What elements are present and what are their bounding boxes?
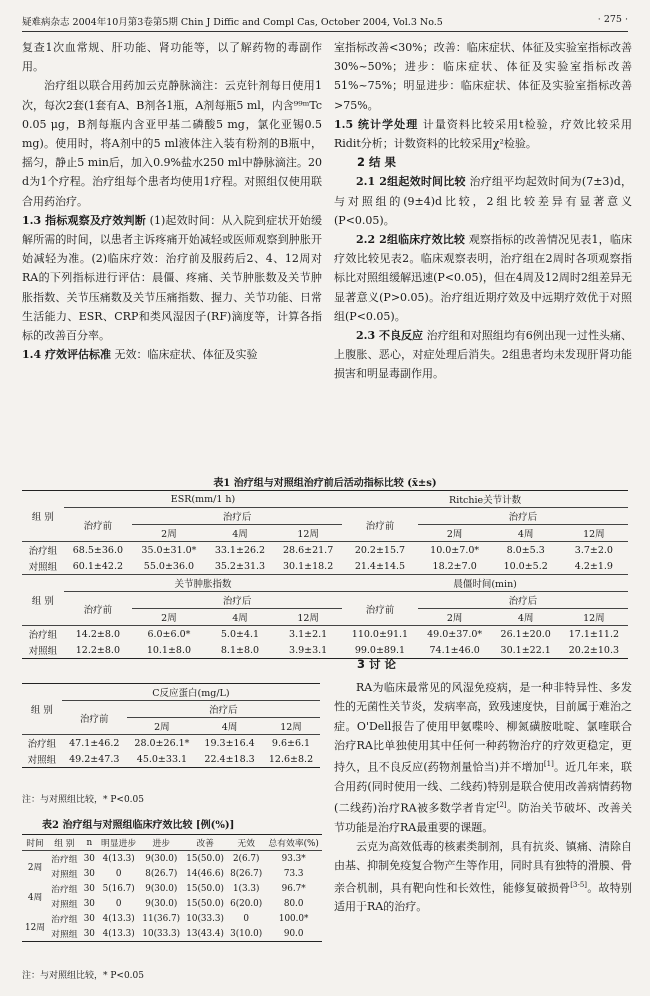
table-cell: 10.0±7.0* xyxy=(430,544,480,556)
table1-note: 注：与对照组比较，* P<0.05 xyxy=(22,795,144,805)
column-header: 改善 xyxy=(196,839,214,849)
group-cell: 治疗组 xyxy=(51,885,78,895)
citation-ref: [1] xyxy=(543,760,554,769)
table-cell: 3.1±2.1 xyxy=(289,628,328,640)
table-row xyxy=(22,866,322,881)
week-header: 2周 xyxy=(161,529,177,540)
paragraph: 治疗组以联合用药加云克静脉滴注：云克针剂每日使用1次，每次2套(1套有A、B剂各1瓶，A剂每瓶5 ml，内含⁹⁹ᵐTc 0.05 μg，B剂每瓶内含亚甲基二磷酸5 mg，氯化亚锡0.5 mg)。使用时，将A剂中的5 ml液体注入装有粉剂的B瓶中，摇匀，静止5 min后，加入0.9%盐水250 ml中静脉滴注。20 d为1个疗程。治疗组每个患者均使用1疗程。对照组仅使用联合用药治疗。 xyxy=(22,79,322,208)
table-cell: 12.2±8.0 xyxy=(75,644,120,656)
section-text: (1)起效时间：从入院到症状开始缓解所需的时间，以患者主诉疼痛开始减轻或医师观察到肿胀开始减轻为准。(2)临床疗效：治疗前及服药后2、4、12周对RA的下列指标进行评估：晨僵、疼痛、关节肿胀数及关节肿胀指数、关节压痛数及关节压痛指数、握力、关节功能、日常生活能力、ESR、CRP和类风湿因子(RF)滴度等，计算各指标的改善百分率。 xyxy=(22,213,323,343)
group-header: 组 别 xyxy=(31,512,54,523)
crp-header: C反应蛋白(mg/L) xyxy=(62,684,320,701)
table-cell: 15(50.0) xyxy=(186,883,224,894)
table-row xyxy=(22,911,322,926)
week-header: 4周 xyxy=(517,529,534,540)
table-cell: 0 xyxy=(115,898,122,909)
column-header: 时间 xyxy=(26,839,44,849)
group-cell: 治疗组 xyxy=(51,915,78,925)
before-header: 治疗前 xyxy=(365,520,395,532)
table-cell: 8.0±5.3 xyxy=(506,544,545,556)
table-cell: 6.0±6.0* xyxy=(147,628,191,640)
table-header-row xyxy=(22,835,322,851)
before-header: 治疗前 xyxy=(365,604,395,616)
swelling-header: 关节肿胀指数 xyxy=(64,575,342,592)
table-cell: 35.0±31.0* xyxy=(141,544,197,556)
table-header-row xyxy=(22,684,320,701)
section-1-3 xyxy=(22,211,322,345)
after-header: 治疗后 xyxy=(418,592,628,609)
table-cell: 12.6±8.2 xyxy=(268,753,314,765)
table-cell: 0 xyxy=(115,868,122,879)
week-header: 4周 xyxy=(517,613,534,624)
section-heading: 1.3 指标观察及疗效判断 xyxy=(22,213,146,227)
section-heading: 2.1 2组起效时间比较 xyxy=(356,175,466,189)
time-cell: 12周 xyxy=(25,922,46,933)
table-cell: 30 xyxy=(83,883,95,894)
table-cell: 20.2±10.3 xyxy=(568,644,620,656)
table-cell: 68.5±36.0 xyxy=(72,544,124,556)
paragraph: 室指标改善<30%；改善：临床症状、体征及实验室指标改善30%~50%；进步：临床症状、体征及实验室指标改善51%~75%；明显进步：临床症状、体征及实验室指标改善>75%。 xyxy=(334,41,632,112)
table-cell: 13(43.4) xyxy=(186,928,224,939)
section-heading: 2.2 2组临床疗效比较 xyxy=(356,233,466,247)
table-cell: 8(26.7) xyxy=(145,868,178,879)
esr-header: ESR(mm/1 h) xyxy=(64,491,342,508)
table-cell: 2(6.7) xyxy=(232,853,260,864)
table-cell: 10(33.3) xyxy=(186,913,224,924)
paragraph: 复查1次血常规、肝功能、肾功能等，以了解药物的毒副作用。 xyxy=(22,41,322,74)
table-cell: 30 xyxy=(83,898,95,909)
right-column xyxy=(334,38,632,384)
table-cell: 9(30.0) xyxy=(145,853,178,864)
table-row xyxy=(22,751,320,768)
table-cell: 9.6±6.1 xyxy=(271,737,311,749)
table-cell: 3(10.0) xyxy=(230,928,263,939)
table-cell: 5(16.7) xyxy=(102,883,135,894)
text-run: 。近几年来，联合用药(同时使用一线、二线药)特别是联合使用改善病情药物(二线药)治疗RA被多数学者肯定 xyxy=(334,760,632,815)
section-1-5 xyxy=(334,115,632,153)
table-cell: 30 xyxy=(83,868,95,879)
table-cell: 8(26.7) xyxy=(230,868,263,879)
section-text: 治疗组平均起效时间为(7±3)d，与对照组的(9±4)d比较，2组比较差异有显著意义(P<0.05)。 xyxy=(334,175,633,227)
table-cell: 9(30.0) xyxy=(145,883,178,894)
group-cell: 对照组 xyxy=(51,870,78,880)
table-cell: 15(50.0) xyxy=(186,853,224,864)
left-column xyxy=(22,38,322,364)
table-cell: 28.0±26.1* xyxy=(134,737,190,749)
table-cell: 55.0±36.0 xyxy=(143,560,195,572)
table-cell: 8.1±8.0 xyxy=(220,644,260,656)
text-run: 云克为高效低毒的核素类制剂，具有抗炎、镇痛、清除自由基、抑制免疫复合物产生等作用，同时具有独特的滑膜、骨亲合机制，具有靶向性和长效性，能修复破损骨 xyxy=(334,840,632,895)
week-header: 4周 xyxy=(221,722,238,733)
table1-caption: 表1 治疗组与对照组治疗前后活动指标比较 (x̄±s) xyxy=(213,478,437,489)
table-cell: 99.0±89.1 xyxy=(354,644,406,656)
column-header: n xyxy=(86,837,93,848)
table-cell: 19.3±16.4 xyxy=(204,737,255,749)
table-cell: 4(13.3) xyxy=(102,928,135,939)
week-header: 12周 xyxy=(583,613,605,624)
after-header: 治疗后 xyxy=(418,508,628,525)
group-cell: 治疗组 xyxy=(28,546,58,557)
table-cell: 74.1±46.0 xyxy=(429,644,480,656)
week-header: 12周 xyxy=(280,722,302,733)
table-cell: 4(13.3) xyxy=(102,913,135,924)
section-heading: 1.4 疗效评估标准 xyxy=(22,348,111,362)
table-cell: 9(30.0) xyxy=(145,898,178,909)
ritchie-header: Ritchie关节计数 xyxy=(342,491,628,508)
paragraph xyxy=(334,837,632,916)
section-text: 观察指标的改善情况见表1，临床疗效比较见表2。临床观察表明，治疗组在2周时各项观察指标比对照组缓解迅速(P<0.05)，但在4周及12周时2组差异无显著意义(P>0.05)。治疗组近期疗效及中远期疗效优于对照组(P<0.05)。 xyxy=(334,233,633,323)
group-cell: 治疗组 xyxy=(28,630,58,641)
table-header-row xyxy=(22,592,628,609)
section-2-3 xyxy=(334,326,632,384)
column-header: 总有效率(%) xyxy=(268,839,319,849)
table-cell: 110.0±91.1 xyxy=(351,628,409,640)
table-row xyxy=(22,735,320,752)
week-header: 4周 xyxy=(232,613,248,624)
table-cell: 47.1±46.2 xyxy=(69,737,120,749)
section-2-1 xyxy=(334,172,632,230)
table-row xyxy=(22,851,322,867)
table-cell: 6(20.0) xyxy=(230,898,263,909)
table-cell: 30 xyxy=(83,853,95,864)
table-row xyxy=(22,626,628,643)
table-cell: 28.6±21.7 xyxy=(282,544,334,556)
week-header: 2周 xyxy=(446,529,463,540)
table2-note: 注：与对照组比较，* P<0.05 xyxy=(22,971,144,981)
table-cell: 15(50.0) xyxy=(186,898,224,909)
group-cell: 对照组 xyxy=(51,900,78,910)
week-header: 2周 xyxy=(446,613,463,624)
journal-citation: 疑难病杂志 2004年10月第3卷第5期 Chin J Diffic and Compl Cas, October 2004, Vol.3 No.5 xyxy=(22,17,443,28)
table-cell: 49.2±47.3 xyxy=(69,753,120,765)
table-cell: 17.1±11.2 xyxy=(568,628,620,640)
group-cell: 对照组 xyxy=(28,646,58,657)
group-cell: 治疗组 xyxy=(51,855,78,865)
section-text: 无效：临床症状、体征及实验 xyxy=(114,348,258,362)
table-cell: 96.7* xyxy=(281,883,306,894)
after-header: 治疗后 xyxy=(132,592,342,609)
table1-crp xyxy=(22,683,320,768)
table-cell: 30.1±22.1 xyxy=(500,644,551,656)
column-header: 无效 xyxy=(237,839,255,849)
table-cell: 26.1±20.0 xyxy=(500,628,551,640)
table-cell: 3.7±2.0 xyxy=(574,544,613,556)
table-cell: 1(3.3) xyxy=(232,883,260,894)
running-header xyxy=(22,14,628,32)
column-header: 进步 xyxy=(152,839,171,849)
table-cell: 93.3* xyxy=(281,853,306,864)
table-cell: 3.9±3.1 xyxy=(289,644,328,656)
citation-ref: [2] xyxy=(496,801,507,810)
week-header: 2周 xyxy=(161,613,177,624)
group-header: 组 别 xyxy=(30,705,53,716)
text-run: 。防治关节破坏、改善关节功能是治疗RA最重要的课题。 xyxy=(334,801,632,834)
table-cell: 30.1±18.2 xyxy=(282,560,334,572)
table-cell: 73.3 xyxy=(283,868,304,879)
table-row xyxy=(22,926,322,942)
table-cell: 33.1±26.2 xyxy=(214,544,266,556)
section-heading: 1.5 统计学处理 xyxy=(334,117,419,131)
table-row xyxy=(22,896,322,911)
discussion-heading: 3 讨 论 xyxy=(357,657,397,671)
table2-caption: 表2 治疗组与对照组临床疗效比较 [例(%)] xyxy=(42,820,235,831)
table2 xyxy=(22,834,322,942)
table-row xyxy=(22,542,628,559)
text-run: 。故特别适用于RA的治疗。 xyxy=(334,881,633,914)
stiffness-header: 晨僵时间(min) xyxy=(342,575,628,592)
table-cell: 45.0±33.1 xyxy=(136,753,188,765)
table-cell: 0 xyxy=(243,913,249,924)
section-2-2 xyxy=(334,230,632,326)
table-header-row xyxy=(22,701,320,718)
table-cell: 100.0* xyxy=(278,913,309,924)
week-header: 4周 xyxy=(232,529,248,540)
table-cell: 21.4±14.5 xyxy=(354,560,406,572)
week-header: 12周 xyxy=(583,529,605,540)
discussion-section xyxy=(334,655,632,917)
group-header: 组 别 xyxy=(31,596,54,607)
citation-ref: [3-5] xyxy=(570,880,587,889)
page-number: · 275 · xyxy=(597,14,628,25)
table-cell: 30 xyxy=(83,913,95,924)
week-header: 12周 xyxy=(297,529,319,540)
time-cell: 4周 xyxy=(27,892,43,903)
table-cell: 90.0 xyxy=(283,928,304,939)
table-cell: 11(36.7) xyxy=(142,913,181,924)
column-header: 组 别 xyxy=(54,839,75,849)
table-cell: 20.2±15.7 xyxy=(354,544,406,556)
table-cell: 49.0±37.0* xyxy=(427,628,483,640)
group-cell: 对照组 xyxy=(51,930,78,940)
after-header: 治疗后 xyxy=(132,508,342,525)
after-header: 治疗后 xyxy=(127,701,320,718)
table-cell: 10(33.3) xyxy=(142,928,181,939)
table-cell: 22.4±18.3 xyxy=(204,753,255,765)
table-header-row xyxy=(22,491,628,508)
table-cell: 18.2±7.0 xyxy=(432,560,477,572)
group-cell: 对照组 xyxy=(27,755,57,766)
table-cell: 14.2±8.0 xyxy=(75,628,120,640)
section-1-4 xyxy=(22,345,322,364)
week-header: 2周 xyxy=(154,722,170,733)
table1-main xyxy=(22,490,628,659)
table-row xyxy=(22,881,322,896)
before-header: 治疗前 xyxy=(80,713,109,725)
table-cell: 80.0 xyxy=(283,898,304,909)
table-row xyxy=(22,558,628,575)
before-header: 治疗前 xyxy=(83,520,113,532)
table-cell: 4.2±1.9 xyxy=(574,560,613,572)
section-text: 治疗组和对照组均有6例出现一过性头痛、上腹胀、恶心，对症处理后消失。2组患者均未发现肝肾功能损害和明显毒副作用。 xyxy=(334,329,633,381)
section-heading: 2.3 不良反应 xyxy=(356,329,424,343)
table-cell: 60.1±42.2 xyxy=(72,560,124,572)
paragraph xyxy=(334,678,632,837)
table-header-row xyxy=(22,508,628,525)
text-run: RA为临床最常见的风湿免疫病，是一种非特异性、多发性的无菌性关节炎，发病率高，致残速度快，目前属于难治之症。O'Dell报告了使用甲氨喋呤、柳氮磺胺吡啶、氯喹联合治疗RA比单独使用其中任何一种药物治疗的疗效更稳定，更持久，且不良反应(药物剂量恰当)并不增加 xyxy=(334,681,632,774)
table-cell: 10.1±8.0 xyxy=(146,644,192,656)
results-heading: 2 结 果 xyxy=(357,155,397,170)
table-cell: 5.0±4.1 xyxy=(220,628,260,640)
table-cell: 14(46.6) xyxy=(186,868,224,879)
section-text: 计量资料比较采用t检验，疗效比较采用Ridit分析；计数资料的比较采用χ²检验。 xyxy=(334,117,633,151)
group-cell: 对照组 xyxy=(28,562,58,573)
time-cell: 2周 xyxy=(27,862,43,873)
week-header: 12周 xyxy=(297,613,319,624)
group-cell: 治疗组 xyxy=(27,739,57,750)
before-header: 治疗前 xyxy=(83,604,113,616)
column-header: 明显进步 xyxy=(101,839,137,849)
table-header-row xyxy=(22,575,628,592)
table-cell: 4(13.3) xyxy=(102,853,135,864)
table-cell: 35.2±31.3 xyxy=(214,560,266,572)
table-cell: 30 xyxy=(83,928,95,939)
table-cell: 10.0±5.2 xyxy=(503,560,548,572)
